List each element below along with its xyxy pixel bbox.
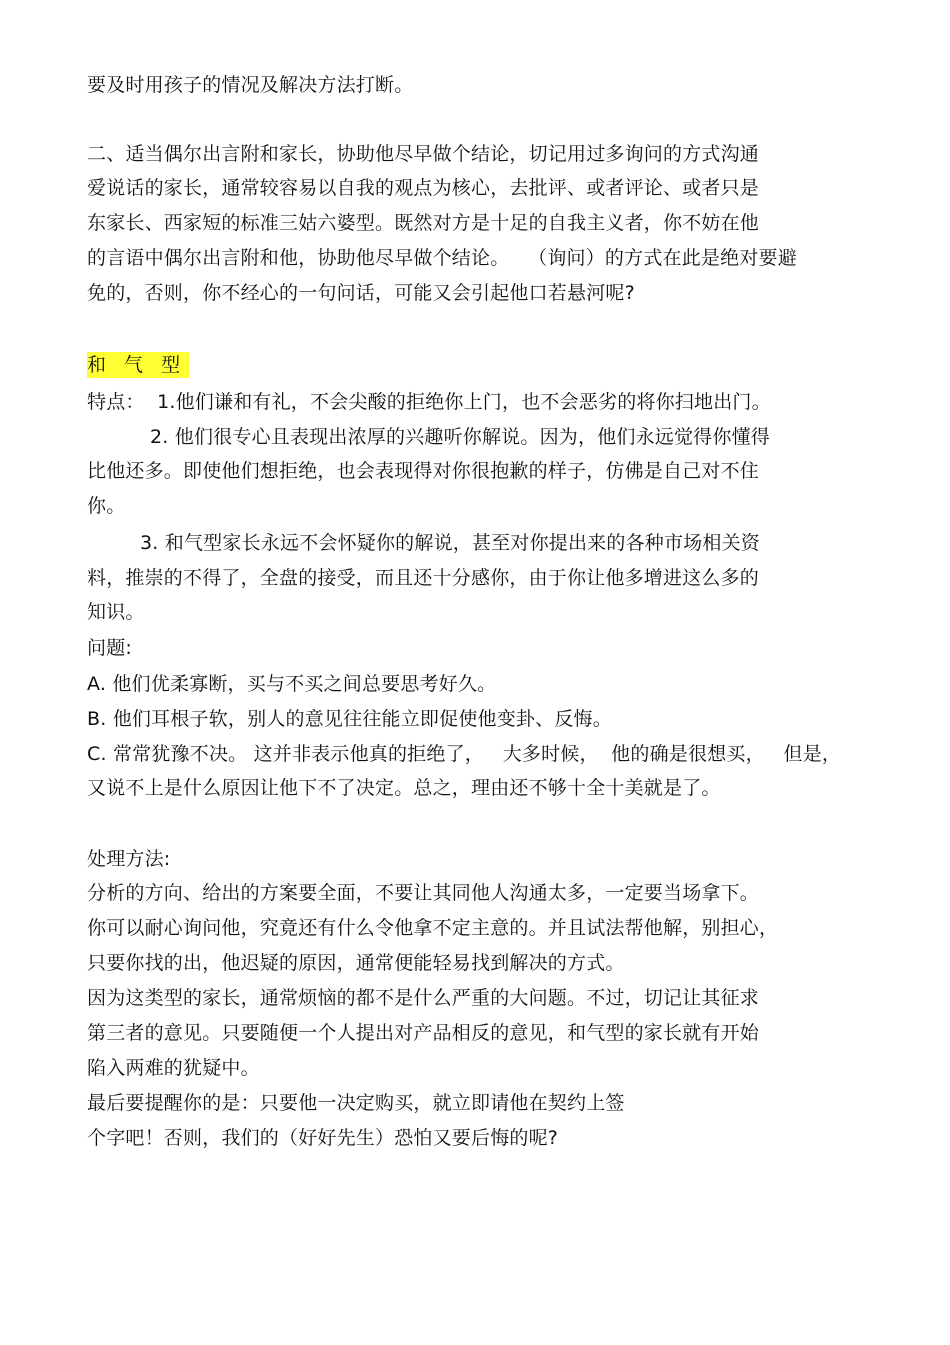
list-item: B. 他们耳根子软，别人的意见往往能立即促使他变卦、反悔。 [87, 708, 612, 730]
section-heading: 二、适当偶尔出言附和家长，协助他尽早做个结论，切记用过多询问的方式沟通 [87, 143, 760, 165]
text-line: 又说不上是什么原因让他下不了决定。总之，理由还不够十全十美就是了。 [87, 777, 721, 799]
text-line: 要及时用孩子的情况及解决方法打断。 [87, 74, 414, 96]
method-label: 处理方法: [87, 848, 171, 870]
text-line: 你可以耐心询问他，究竟还有什么令他拿不定主意的。并且试法帮他解，别担心， [87, 917, 779, 939]
highlighted-title: 和 气 型 [87, 352, 189, 378]
text-line: 因为这类型的家长，通常烦恼的都不是什么严重的大问题。不过，切记让其征求 [87, 987, 760, 1009]
problems-label: 问题: [87, 637, 133, 659]
text-line: 你。 [87, 495, 126, 517]
text-line: 的言语中偶尔出言附和他，协助他尽早做个结论。 （询问）的方式在此是绝对要避 [87, 247, 797, 269]
text-line: 2. 他们很专心且表现出浓厚的兴趣听你解说。因为，他们永远觉得你懂得 [150, 426, 770, 448]
list-item: A. 他们优柔寡断，买与不买之间总要思考好久。 [87, 673, 497, 695]
features-line: 特点： 1.他们谦和有礼，不会尖酸的拒绝你上门，也不会恶劣的将你扫地出门。 [87, 391, 771, 413]
text-line: 免的，否则，你不经心的一句问话，可能又会引起他口若悬河呢? [87, 282, 635, 304]
text-line: 只要你找的出，他迟疑的原因，通常便能轻易找到解决的方式。 [87, 952, 625, 974]
type-heading [87, 352, 189, 378]
text-line: 最后要提醒你的是：只要他一决定购买，就立即请他在契约上签 [87, 1092, 625, 1114]
text-line: 第三者的意见。只要随便一个人提出对产品相反的意见，和气型的家长就有开始 [87, 1022, 760, 1044]
text-line: 知识。 [87, 601, 145, 623]
text-line: 爱说话的家长，通常较容易以自我的观点为核心，去批评、或者评论、或者只是 [87, 177, 760, 199]
list-item: C. 常常犹豫不决。 这并非表示他真的拒绝了， 大多时候， 他的确是很想买， 但是， [87, 743, 842, 765]
text-line: 料，推崇的不得了，全盘的接受，而且还十分感你，由于你让他多增进这么多的 [87, 567, 760, 589]
text-line: 分析的方向、给出的方案要全面，不要让其同他人沟通太多，一定要当场拿下。 [87, 882, 760, 904]
text-line: 比他还多。即使他们想拒绝，也会表现得对你很抱歉的样子，仿佛是自己对不住 [87, 460, 760, 482]
text-line: 东家长、西家短的标准三姑六婆型。既然对方是十足的自我主义者，你不妨在他 [87, 212, 760, 234]
text-line: 3. 和气型家长永远不会怀疑你的解说，甚至对你提出来的各种市场相关资 [140, 532, 760, 554]
text-line: 个字吧！否则，我们的（好好先生）恐怕又要后悔的呢? [87, 1127, 559, 1149]
text-line: 陷入两难的犹疑中。 [87, 1057, 260, 1079]
